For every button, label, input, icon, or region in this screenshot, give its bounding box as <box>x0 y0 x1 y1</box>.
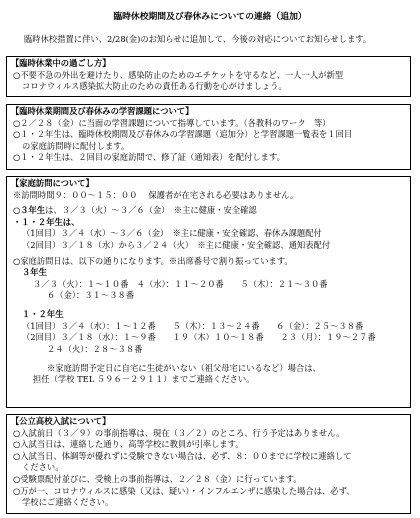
section-heading: 【臨時休業中の過ごし方】 <box>11 58 111 68</box>
grade3-text: は、３／３（火）～３／６（金） ※主に健康・安全確認 <box>45 205 257 216</box>
section-line: ○受験票配付並びに、受検上の事前指導は、２／２８（金）に行っています。 <box>13 474 302 485</box>
section-line: の家庭訪問時に配付します。 <box>22 140 130 151</box>
intro-text: 臨時休校措置に伴い、2/28(金)のお知らせに追加して、今後の対応についてお知らせします。 <box>24 34 372 44</box>
section-line: ○万が一、コロナウィルスに感染（又は、疑い）・インフルエンザに感染した場合は、必ず、 <box>13 485 355 496</box>
section-heading: 【家庭訪問について】 <box>11 178 94 188</box>
section-line: ○入試当日、体調等が優れずに受験できない場合は、必ず、８：００までに学校に連絡して <box>13 450 352 461</box>
g12-schedule-head: １・２年生 <box>22 309 64 320</box>
section-line: ○１・２年生は、臨時休校期間及び春休みの学習課題（追加分）と学習課題一覧表を１回目 <box>13 129 353 140</box>
section-heading: 【臨時休業期間及び春休みの学習課題について】 <box>11 106 194 116</box>
g12-schedule-line: （1回目）３／４（水）：１～１２番 ５（木）：１３～２４番 ６（金）：２５～３８番 <box>22 320 364 331</box>
contact-note: 担任（学校 TEL ５９６－２９１１）までご連絡ください。 <box>33 374 255 385</box>
section-line: コロナウィルス感染拡大防止のための責任ある行動を心がけましょう。 <box>22 81 287 92</box>
g3-schedule-head: ３年生 <box>22 267 47 278</box>
section-exam-box <box>6 414 411 514</box>
visit-order-note: ○家庭訪問日は、以下の通りになります。※出席番号で割り振っています。 <box>13 255 293 266</box>
section-line: ○入試当日は、連絡した通り、高等学校に教員が引率します。 <box>13 439 244 450</box>
absent-note: ※家庭訪問予定日に自宅に生徒がいない（祖父母宅にいるなど）場合は、 <box>47 362 321 373</box>
section-line: ○不要不急の外出を避けたり、感染防止のためのエチケットを守るなど、一人一人が新型 <box>13 69 344 80</box>
grade12-visit-2: （2回目）３／１８（水）から３／２４（火） ※主に健康・安全確認、通知表配付 <box>22 240 331 251</box>
section-line: ○２／２８（金）に当面の学習課題について指導しています。（各教科のワーク 等） <box>13 117 331 128</box>
g3-schedule-line: ３／３（火）：１～１０番 ４（水）：１１～２０番 ５（木）：２１～３０番 <box>33 278 328 289</box>
grade12-visit-1: （1回目）３／４（水）～３／６（金） ※主に健康・安全確認、春休み課題配付 <box>22 228 322 239</box>
section-study-box <box>6 104 411 170</box>
g3-schedule-line: ６（金）：３１～３８番 <box>47 290 135 301</box>
grade3-label: ○３年生 <box>13 205 46 216</box>
grade3-visit <box>13 205 406 217</box>
section-line: ○入試前日（３／９）の事前指導は、現在（３／２）のところ、行う予定はありません。 <box>13 427 345 438</box>
g12-schedule-line: （2回目）３／１８（水）：１～９番 １９（木）１０～１８番 ２３（月）：１９～２７番 <box>22 332 376 343</box>
section-line: ○１・２年生は、２回目の家庭訪問で、修了証（通知表）を配付します。 <box>13 152 285 163</box>
grade12-label: ・１・２年生は、 <box>13 216 80 227</box>
section-heading: 【公立高校入試について】 <box>11 416 111 426</box>
g12-schedule-line: ２４（火）：２８～３８番 <box>47 343 143 354</box>
page-title: 臨時休校期間及び春休みについての連絡（追加） <box>113 12 307 22</box>
section-line: ください。 <box>22 462 64 473</box>
section-line: 学校にご連絡ください。 <box>22 497 114 508</box>
section-visit-box <box>6 176 411 408</box>
section-spring-box <box>6 56 411 97</box>
visit-time: ※訪問時間９：００～１５：００ 保護者が在宅される必要はありません。 <box>13 189 299 200</box>
